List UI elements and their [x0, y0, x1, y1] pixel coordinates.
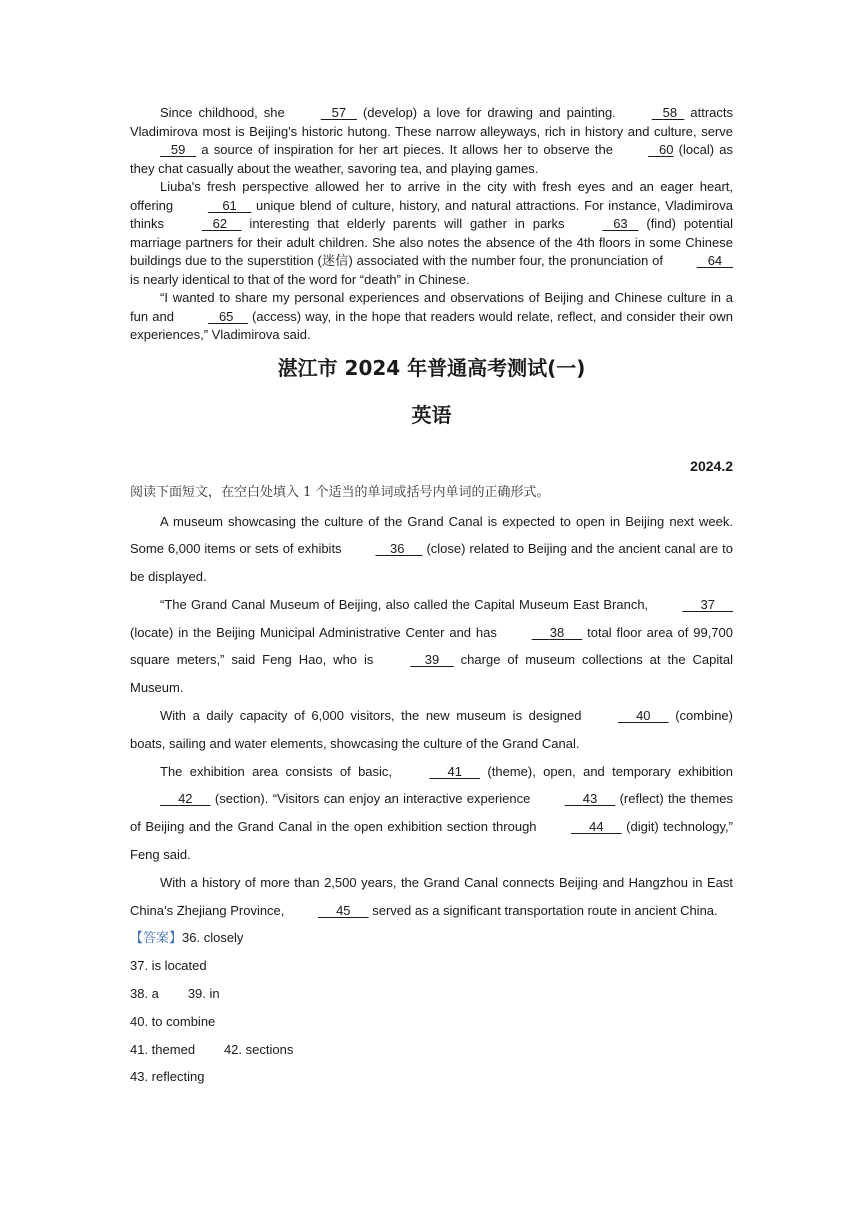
blank-number: 36	[389, 541, 405, 557]
text: “The Grand Canal Museum of Beijing, also called the Capital Museum East Branch,	[160, 596, 653, 612]
answer-line	[130, 924, 733, 952]
blank-number: 62	[212, 216, 228, 231]
passage2-paragraph-2	[130, 591, 733, 702]
text: (theme), open, and temporary exhibition	[480, 763, 733, 779]
blank-number: 41	[447, 763, 462, 779]
passage2-paragraph-4	[130, 758, 733, 869]
text: Liuba's fresh perspective allowed her to arrive in the city with fresh eyes and an eager heart, offering	[130, 179, 733, 213]
blank-38	[502, 619, 583, 647]
blank-43	[535, 785, 616, 813]
document-page	[130, 104, 733, 1091]
exam-date: 2024.2	[690, 457, 733, 474]
blank-number: 43	[582, 791, 598, 807]
blank-45	[288, 897, 369, 925]
blank-40	[588, 702, 669, 730]
text: The exhibition area consists of basic,	[160, 763, 400, 779]
text: served as a significant transportation route in ancient China.	[368, 902, 718, 918]
blank-number: 39	[424, 652, 440, 668]
text: (local) as they chat casually about the weather, savoring tea, and playing games.	[130, 142, 733, 176]
text: (section). “Visitors can enjoy an interactive experience	[210, 791, 535, 807]
answer-38: 38. a	[130, 986, 159, 1002]
blank-number: 37	[700, 596, 715, 612]
blank-number: 40	[636, 708, 651, 724]
exam-subject: 英语	[411, 402, 452, 427]
blank-65	[178, 308, 248, 327]
text: (develop) a love for drawing and painting.	[356, 105, 622, 120]
passage1-paragraph-2	[130, 178, 733, 289]
text: attracts Vladimirova most is Beijing's historic hutong. These narrow alleyways, rich in history and culture, serve	[130, 105, 733, 139]
text: With a daily capacity of 6,000 visitors, the new museum is designed	[160, 708, 589, 724]
answer-line	[130, 952, 733, 980]
blank-61	[178, 197, 251, 216]
blank-39	[380, 646, 453, 674]
answer-43: 43. reflecting	[130, 1069, 205, 1085]
blank-number: 61	[222, 197, 237, 213]
text: (access) way, in the hope that readers would relate, reflect, and consider their own experiences,” Vladimirova said.	[130, 308, 733, 342]
text: (combine) boats, sailing and water elements, showcasing the culture of the Grand Canal.	[130, 708, 733, 751]
blank-36	[346, 535, 423, 563]
text: With a history of more than 2,500 years, the Grand Canal connects Beijing and Hangzhou in East China’s Zhejiang Province,	[130, 874, 733, 918]
blank-63	[572, 215, 638, 234]
blank-number: 63	[613, 216, 628, 231]
blank-number: 57	[331, 105, 347, 120]
passage2-paragraph-1	[130, 508, 733, 591]
passage2-paragraph-3	[130, 702, 733, 758]
blank-59	[130, 141, 196, 160]
blank-62	[172, 215, 242, 234]
blank-number: 38	[549, 624, 565, 640]
text: interesting that elderly parents will gather in parks	[241, 216, 573, 231]
text: Since childhood, she	[160, 105, 291, 120]
answer-40: 40. to combine	[130, 1013, 216, 1029]
blank-number: 65	[218, 308, 234, 324]
answer-line	[130, 1008, 733, 1036]
answer-line	[130, 980, 733, 1008]
blank-60	[618, 141, 673, 160]
instruction: 阅读下面短文，在空白处填入 1 个适当的单词或括号内单词的正确形式。	[130, 484, 550, 500]
blank-37	[652, 591, 733, 619]
blank-number: 64	[707, 253, 723, 268]
blank-number: 45	[336, 902, 351, 918]
answer-line	[130, 1063, 733, 1091]
blank-number: 60	[658, 142, 674, 157]
text: (close) related to Beijing and the ancient canal are to be displayed.	[130, 541, 733, 585]
passage1-paragraph-1	[130, 104, 733, 178]
blank-42	[130, 785, 211, 813]
answer-tag: 【答案】	[130, 931, 183, 947]
text: (digit) technology,” Feng said.	[130, 819, 734, 863]
text: is nearly identical to that of the word for “death” in Chinese.	[130, 271, 470, 287]
blank-number: 42	[178, 791, 193, 807]
answer-39: 39. in	[187, 986, 220, 1002]
blank-64	[667, 252, 733, 271]
answer-41: 41. themed	[130, 1041, 196, 1057]
blank-44	[541, 813, 622, 841]
text: “I wanted to share my personal experiences and observations of Beijing and Chinese culture in a fun and	[130, 290, 733, 324]
blank-41	[399, 758, 480, 786]
text: (find) potential marriage partners for their adult children. She also notes the absence of the 4th floors in some Chinese buildings due to the superstition (迷信) associated with the number four, the pronunciation of	[130, 216, 733, 268]
answer-section	[130, 924, 733, 1091]
passage1-paragraph-3	[130, 289, 733, 345]
exam-title: 湛江市 2024 年普通高考测试(一)	[277, 355, 586, 380]
blank-number: 58	[662, 105, 678, 120]
text: charge of museum collections at the Capital Museum.	[130, 652, 733, 696]
text: A museum showcasing the culture of the Grand Canal is expected to open in Beijing next week. Some 6,000 items or sets of exhibits	[130, 513, 733, 557]
blank-57	[291, 104, 357, 123]
answer-36: 36. closely	[182, 930, 244, 946]
answer-42: 42. sections	[223, 1041, 294, 1057]
text: (locate) in the Beijing Municipal Administrative Center and has	[130, 624, 502, 640]
text: (reflect) the themes of Beijing and the Grand Canal in the open exhibition section through	[130, 791, 733, 835]
blank-number: 59	[170, 142, 186, 157]
text: unique blend of culture, history, and natural attractions. For instance, Vladimirova thinks	[130, 197, 733, 231]
text: total floor area of 99,700 square meters,” said Feng Hao, who is	[130, 624, 733, 668]
text: a source of inspiration for her art pieces. It allows her to observe the	[196, 142, 619, 157]
answer-37: 37. is located	[130, 958, 207, 974]
blank-58	[622, 104, 685, 123]
passage2-paragraph-5	[130, 869, 733, 925]
answer-line	[130, 1036, 733, 1064]
blank-number: 44	[589, 819, 604, 835]
